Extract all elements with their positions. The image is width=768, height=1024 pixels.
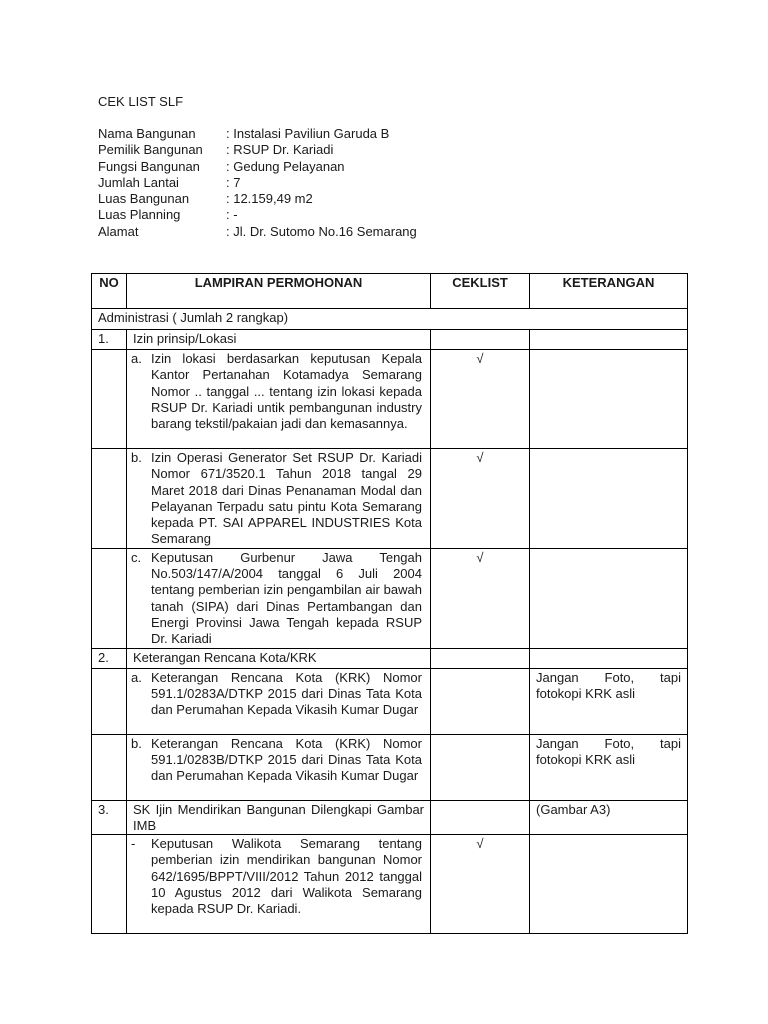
row-number: [92, 449, 127, 549]
info-label: Nama Bangunan: [98, 126, 196, 141]
info-label: Jumlah Lantai: [98, 174, 179, 190]
table-row: [92, 734, 688, 800]
info-value: : 12.159,49 m2: [226, 191, 313, 207]
row-marker: a.: [131, 351, 142, 366]
check-mark: √: [431, 548, 530, 648]
document-title: CEK LIST SLF: [98, 94, 184, 109]
keterangan-cell: [530, 548, 688, 648]
row-text: Izin lokasi berdasarkan keputusan Kepala Kantor Pertanahan Kotamadya Semarang Nomor .. tanggal ... tentang izin lokasi kepada RSUP Dr. Kariadi untik pembangunan industry barang tekstil/pakaian jadi dan kemasannya.: [151, 351, 422, 432]
check-mark: √: [431, 449, 530, 549]
row-text: Keterangan Rencana Kota (KRK) Nomor 591.1/0283B/DTKP 2015 dari Dinas Tata Kota dan Perumahan Kepada Vikasih Kumar Dugar: [151, 735, 422, 784]
row-text: SK Ijin Mendirikan Bangunan Dilengkapi Gambar IMB: [127, 800, 431, 835]
info-row: [98, 207, 417, 223]
row-text: Izin prinsip/Lokasi: [127, 330, 431, 350]
row-number: [92, 668, 127, 734]
info-row: [98, 175, 417, 191]
check-mark: √: [431, 835, 530, 934]
ceklist-cell: [431, 668, 530, 734]
info-row: [98, 142, 417, 158]
building-info: [98, 126, 417, 240]
info-value: : RSUP Dr. Kariadi: [226, 142, 334, 158]
row-sub-cell: [127, 449, 431, 549]
info-label: Pemilik Bangunan: [98, 142, 203, 158]
row-sub-cell: [127, 668, 431, 734]
row-text: Keterangan Rencana Kota/KRK: [127, 648, 431, 668]
ceklist-cell: [431, 734, 530, 800]
info-value: : 7: [226, 174, 241, 190]
ceklist-cell: [431, 330, 530, 350]
keterangan-cell: [530, 350, 688, 449]
row-marker: b.: [131, 450, 142, 465]
row-number: [92, 734, 127, 800]
row-text: Keputusan Walikota Semarang tentang pemberian izin mendirikan bangunan Nomor 642/1695/BPPT/VIII/2012 Tahun 2012 tanggal 10 Agustus 2012 dari Walikota Semarang kepada RSUP Dr. Kariadi.: [151, 836, 422, 917]
row-marker: a.: [131, 669, 142, 685]
table-row: [92, 449, 688, 549]
row-sub-cell: [127, 734, 431, 800]
table-row: [92, 668, 688, 734]
info-row: [98, 159, 417, 175]
keterangan-text: (Gambar A3): [530, 800, 688, 835]
check-mark: √: [431, 350, 530, 449]
keterangan-cell: [530, 449, 688, 549]
keterangan-cell: [530, 835, 688, 934]
row-sub-cell: [127, 835, 431, 934]
table-header-row: [92, 274, 688, 309]
row-number: 2.: [92, 648, 127, 668]
info-value: : Gedung Pelayanan: [226, 158, 345, 174]
info-value: : -: [226, 207, 238, 223]
table-row: [92, 800, 688, 835]
table-row: [92, 548, 688, 648]
info-label: Luas Planning: [98, 207, 181, 223]
row-marker: -: [131, 836, 136, 852]
header-keterangan: KETERANGAN: [530, 274, 688, 309]
row-sub-cell: [127, 350, 431, 449]
row-text: Izin Operasi Generator Set RSUP Dr. Kariadi Nomor 671/3520.1 Tahun 2018 tangal 29 Maret 2018 dari Dinas Penanaman Modal dan Pelayanan Terpadu satu pintu Kota Semarang kepada PT. SAI APPAREL INDUSTRIES Kota Semarang: [151, 450, 422, 547]
row-sub-cell: [127, 548, 431, 648]
header-lampiran: LAMPIRAN PERMOHONAN: [127, 274, 431, 309]
keterangan-text: Jangan Foto, tapi fotokopi KRK asli: [530, 734, 688, 800]
section-row: [92, 309, 688, 330]
info-row: [98, 224, 417, 240]
row-number: [92, 548, 127, 648]
checklist-table: [91, 273, 688, 934]
row-text: Keterangan Rencana Kota (KRK) Nomor 591.1/0283A/DTKP 2015 dari Dinas Tata Kota dan Perumahan Kepada Vikasih Kumar Dugar: [151, 669, 422, 718]
keterangan-cell: [530, 648, 688, 668]
row-number: 1.: [92, 330, 127, 350]
info-row: [98, 126, 417, 142]
section-label: Administrasi ( Jumlah 2 rangkap): [92, 309, 688, 330]
table-row: [92, 835, 688, 934]
header-no: NO: [92, 274, 127, 309]
info-label: Luas Bangunan: [98, 191, 190, 207]
info-value: : Instalasi Paviliun Garuda B: [226, 126, 390, 141]
row-number: 3.: [92, 800, 127, 835]
keterangan-cell: [530, 330, 688, 350]
info-value: : Jl. Dr. Sutomo No.16 Semarang: [226, 223, 417, 239]
ceklist-cell: [431, 648, 530, 668]
table-row: [92, 330, 688, 350]
row-number: [92, 835, 127, 934]
table-row: [92, 350, 688, 449]
row-marker: b.: [131, 735, 142, 751]
table-row: [92, 648, 688, 668]
info-label: Fungsi Bangunan: [98, 158, 200, 174]
row-text: Keputusan Gurbenur Jawa Tengah No.503/147/A/2004 tanggal 6 Juli 2004 tentang pemberian izin pengambilan air bawah tanah (SIPA) dari Dinas Pertambangan dan Energi Provinsi Jawa Tengah kepada RSUP Dr. Kariadi: [151, 549, 422, 647]
keterangan-text: Jangan Foto, tapi fotokopi KRK asli: [530, 668, 688, 734]
info-label: Alamat: [98, 223, 139, 239]
row-marker: c.: [131, 549, 142, 565]
row-number: [92, 350, 127, 449]
ceklist-cell: [431, 800, 530, 835]
info-row: [98, 191, 417, 207]
header-ceklist: CEKLIST: [431, 274, 530, 309]
